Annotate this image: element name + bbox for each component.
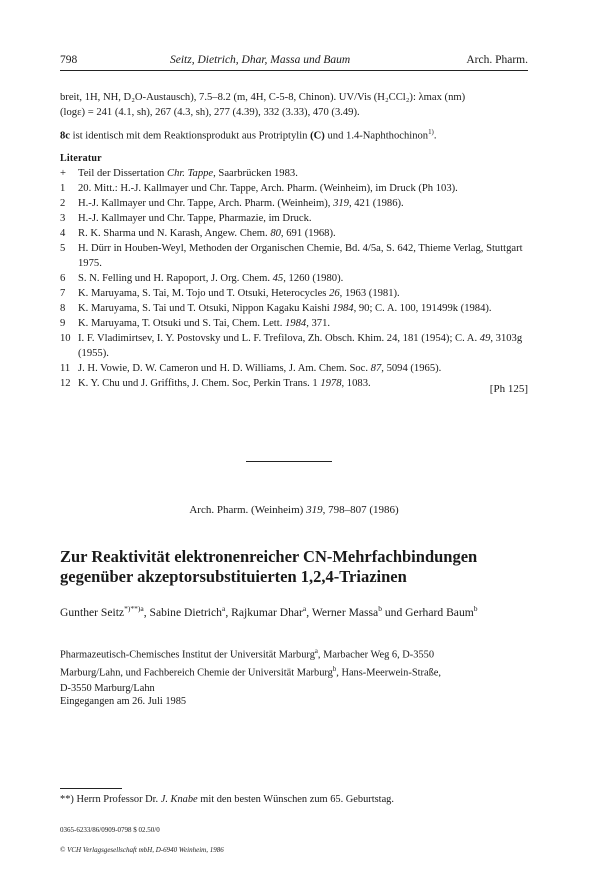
footnote-tail: mit den besten Wünschen zum 65. Geburtstag.: [197, 794, 394, 805]
reference-text: J. H. Vowie, D. W. Cameron und H. D. Williams, J. Am. Chem. Soc.: [78, 363, 371, 374]
identity-note: [60, 125, 528, 144]
reference-volume: 87: [370, 363, 382, 374]
citation-volume: 319: [306, 504, 323, 516]
running-header: [60, 54, 528, 71]
reference-item: [60, 241, 528, 271]
footnote-mark: **): [60, 794, 74, 805]
spectral-line-1: breit, 1H, NH, D₂O-Austausch), 7.5–8.2 (m, 4H, C-5-8, Chinon). UV/Vis (H₂CCl₂): λmax (nm): [60, 92, 466, 103]
reference-number: 4: [60, 228, 66, 239]
identity-end: .: [433, 130, 437, 142]
citation-journal: Arch. Pharm. (Weinheim): [189, 504, 307, 516]
reference-text: K. Maruyama, T. Otsuki und S. Tai, Chem. Lett.: [78, 318, 285, 329]
reference-volume: 1978: [320, 378, 342, 389]
author-separator: ,: [306, 605, 312, 619]
reference-number: 7: [60, 288, 66, 299]
copyright: © VCH Verlagsgesellschaft mbH, D-6940 Weinheim, 1986: [60, 846, 224, 854]
reference-item: [60, 226, 528, 241]
author-affiliation-mark: b: [473, 604, 478, 613]
reference-volume: 26: [329, 288, 340, 299]
identity-tail: und 1.4-Naphthochinon: [324, 130, 429, 142]
page-number: 798: [60, 54, 78, 66]
author-name: Baum: [446, 605, 474, 619]
author-name: Werner Massa: [311, 605, 379, 619]
ref-sup: 1): [428, 129, 434, 136]
affil2-text: Marburg/Lahn, und Fachbereich Chemie der Universität Marburg: [60, 667, 333, 679]
spectral-line-2: (logε) = 241 (4.1, sh), 267 (4.3, sh), 277 (4.39), 332 (3.33), 470 (3.49).: [60, 107, 360, 118]
reference-item: [60, 211, 528, 226]
author-affiliation-mark: a: [221, 604, 226, 613]
reference-volume: 1984: [285, 318, 307, 329]
compound-c: (C): [310, 130, 325, 142]
reference-tail: , 1260 (1980).: [283, 273, 344, 284]
reference-number: 9: [60, 318, 66, 329]
reference-item: [60, 331, 528, 361]
reference-text: I. F. Vladimirtsev, I. Y. Postovsky und L. F. Trefilova, Zh. Obsch. Khim. 24, 181 (1954); C. A.: [78, 333, 480, 344]
reference-number: 5: [60, 243, 66, 254]
reference-text: K. Maruyama, S. Tai, M. Tojo und T. Otsuki, Heterocycles: [78, 288, 330, 299]
article-code: 0365-6233/86/0909-0798 $ 02.50/0: [60, 826, 160, 834]
affiliations: [60, 644, 528, 696]
reference-item: [60, 181, 528, 196]
article-title: [60, 547, 528, 587]
author-affiliation-mark: a: [302, 604, 307, 613]
reference-tail: , 90; C. A. 100, 191499k (1984).: [353, 303, 492, 314]
received-date: Eingegangen am 26. Juli 1985: [60, 696, 187, 707]
reference-volume: 45: [272, 273, 284, 284]
reference-tail: , 5094 (1965).: [381, 363, 442, 374]
reference-item: [60, 376, 528, 391]
compound-label: 8c: [60, 130, 70, 142]
footnote-text: Herrn Professor Dr.: [73, 794, 161, 805]
reference-item: [60, 286, 528, 301]
title-line-2: gegenüber akzeptorsubstituierten 1,2,4-Triazinen: [60, 567, 407, 586]
reference-text: H.-J. Kallmayer und Chr. Tappe, Arch. Pharm. (Weinheim),: [78, 198, 334, 209]
reference-item: [60, 316, 528, 331]
literature-heading: Literatur: [60, 153, 102, 164]
literature-section: [60, 151, 528, 391]
reference-text: R. K. Sharma und N. Karash, Angew. Chem.: [78, 228, 271, 239]
reference-tail: , 1083.: [341, 378, 371, 389]
affiliation-line-1: [60, 644, 528, 662]
reference-text: S. N. Felling und H. Rapoport, J. Org. Chem.: [78, 273, 273, 284]
reference-number: 8: [60, 303, 66, 314]
reference-item: [60, 166, 528, 181]
reference-tail: , 3103g (1955).: [78, 333, 523, 359]
separator-rule: [246, 461, 332, 462]
author-separator: ,: [225, 605, 232, 619]
reference-text: Teil der Dissertation: [78, 168, 167, 179]
author-separator: und Gerhard: [381, 605, 447, 619]
affil2-sup: b: [332, 666, 337, 674]
reference-number: 3: [60, 213, 66, 224]
title-line-1: Zur Reaktivität elektronenreicher CN-Mehrfachbindungen: [60, 547, 478, 566]
author-name: Rajkumar Dhar: [231, 605, 303, 619]
author-affiliation-mark: b: [378, 604, 382, 613]
identity-text: ist identisch mit dem Reaktionsprodukt aus Protriptylin: [70, 130, 311, 142]
manuscript-tag: [Ph 125]: [489, 383, 528, 395]
reference-number: 10: [60, 333, 71, 344]
reference-text: K. Maruyama, S. Tai und T. Otsuki, Nippon Kagaku Kaishi: [78, 303, 333, 314]
page: [60, 0, 528, 888]
reference-tail: , 371.: [306, 318, 331, 329]
reference-item: [60, 301, 528, 316]
affil1-text: Pharmazeutisch-Chemisches Institut der Universität Marburg: [60, 649, 315, 661]
reference-number: 12: [60, 378, 71, 389]
spectral-data-paragraph: [60, 90, 528, 144]
reference-volume: 1984: [332, 303, 354, 314]
reference-volume: 80: [270, 228, 281, 239]
author-name: Gunther Seitz: [60, 605, 125, 619]
reference-number: +: [60, 168, 66, 179]
header-authors: Seitz, Dietrich, Dhar, Massa und Baum: [170, 54, 351, 66]
affil1-sup: a: [314, 648, 318, 655]
reference-list: [60, 166, 528, 391]
reference-tail: , Saarbrücken 1983.: [213, 168, 298, 179]
affiliation-line-2: [60, 662, 528, 680]
author-list: [60, 601, 528, 620]
reference-number: 11: [60, 363, 71, 374]
citation-pages: , 798–807 (1986): [322, 504, 399, 516]
reference-item: [60, 361, 528, 376]
header-journal: Arch. Pharm.: [466, 54, 528, 66]
reference-tail: , 1963 (1981).: [339, 288, 400, 299]
reference-item: [60, 271, 528, 286]
article-citation: [60, 504, 528, 516]
footnote-name: J. Knabe: [160, 794, 198, 805]
reference-text: H. Dürr in Houben-Weyl, Methoden der Organischen Chemie, Bd. 4/5a, S. 642, Thieme Verlag, Stuttgart 1975.: [78, 243, 523, 269]
reference-number: 2: [60, 198, 66, 209]
reference-tail: , 421 (1986).: [348, 198, 404, 209]
author-name: Sabine Dietrich: [149, 605, 222, 619]
author-affiliation-mark: *)**)a: [124, 604, 144, 613]
footnote-rule: [60, 788, 122, 789]
footnote: [60, 794, 394, 805]
reference-text: K. Y. Chu und J. Griffiths, J. Chem. Soc, Perkin Trans. 1: [78, 378, 321, 389]
reference-text: 20. Mitt.: H.-J. Kallmayer und Chr. Tappe, Arch. Pharm. (Weinheim), im Druck (Ph 103).: [78, 183, 458, 194]
affil1-post: , Marbacher Weg 6, D-3550: [317, 649, 435, 661]
author-separator: ,: [143, 605, 150, 619]
reference-volume: 49: [479, 333, 491, 344]
reference-number: 1: [60, 183, 66, 194]
affiliation-line-3: D-3550 Marburg/Lahn: [60, 682, 155, 694]
reference-number: 6: [60, 273, 66, 284]
affil2-post: , Hans-Meerwein-Straße,: [336, 667, 441, 679]
reference-tail: , 691 (1968).: [280, 228, 336, 239]
reference-volume: Chr. Tappe: [167, 168, 214, 179]
reference-item: [60, 196, 528, 211]
reference-text: H.-J. Kallmayer und Chr. Tappe, Pharmazie, im Druck.: [78, 213, 312, 224]
reference-volume: 319: [333, 198, 349, 209]
